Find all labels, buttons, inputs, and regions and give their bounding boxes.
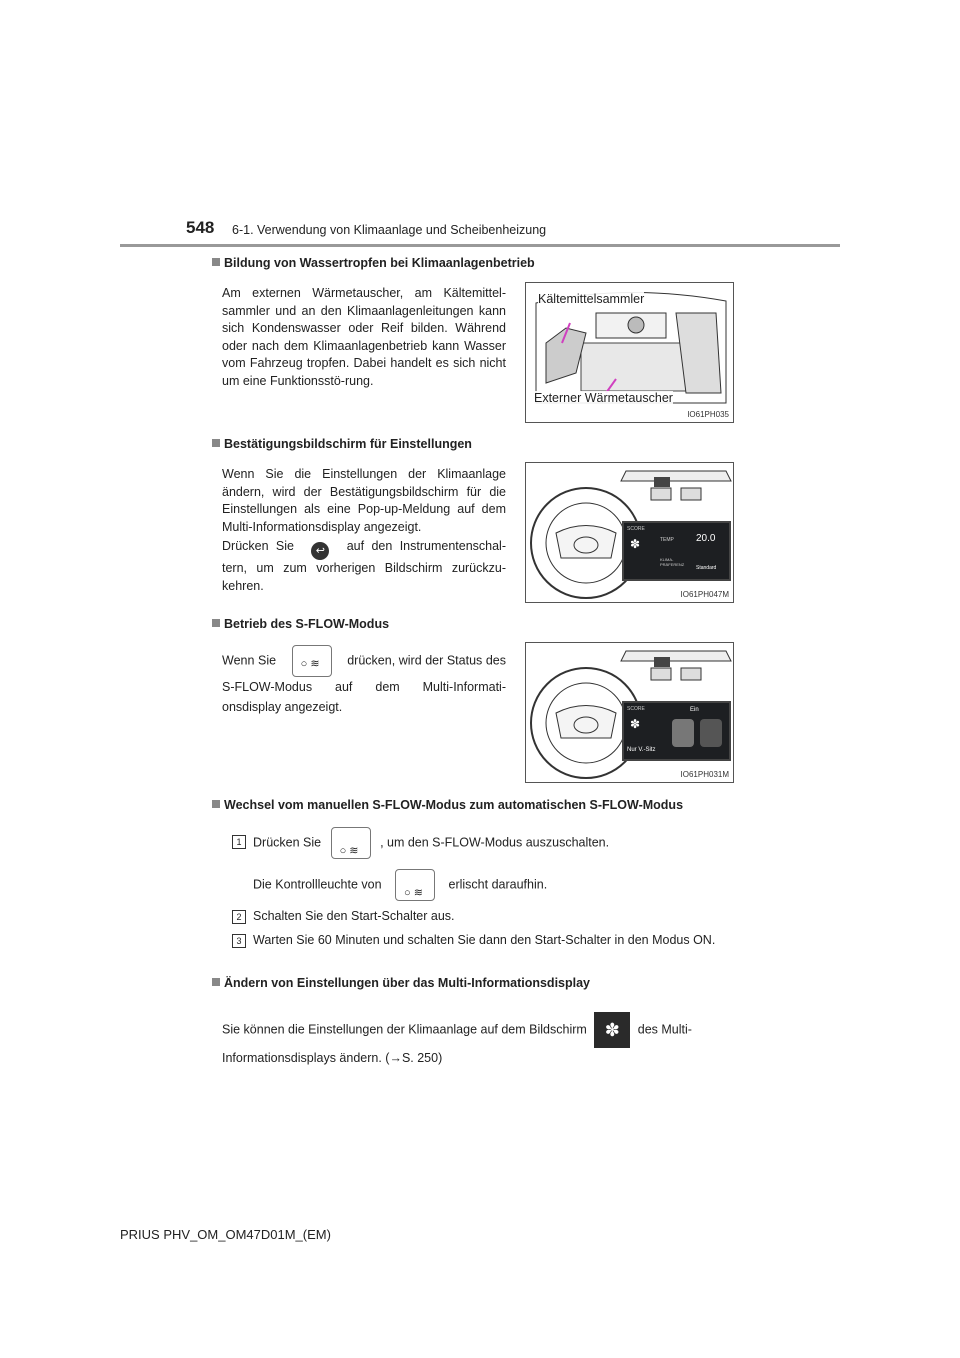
figure-code: IO61PH031M bbox=[680, 770, 729, 779]
section-text-sflow: Wenn Sie ○ ≋ drücken, wird der Status des S-FLOW-Modus auf dem Multi-Informati-onsdisplay angezeigt. bbox=[222, 645, 506, 717]
climate-screen-icon: ✽ bbox=[594, 1012, 630, 1048]
fan-icon: ✽ bbox=[630, 717, 641, 731]
section-text-multi-info: Sie können die Einstellungen der Klimaanlage auf dem Bildschirm ✽ des Multi- bbox=[222, 1012, 762, 1048]
header-rule bbox=[120, 244, 840, 247]
display-temp-label: TEMP bbox=[660, 537, 674, 543]
multi-info-display bbox=[622, 521, 731, 581]
step-1-subtext: Die Kontrollleuchte von ○ ≋ erlischt daraufhin. bbox=[253, 869, 753, 901]
callout-refrigerant-collector: Kältemittelsammler bbox=[538, 292, 645, 306]
display-state: Ein bbox=[690, 707, 699, 713]
display-pref-value: Standard bbox=[696, 565, 717, 571]
section-text-water: Am externen Wärmetauscher, am Kältemittel-sammler und an den Klimaanlagenleitungen kann sich Kondenswasser oder Reif bilden. Während oder nach dem Klimaanlagenbetrieb kann Wasser vom Fahrzeug tropfen. Dabei handelt es sich nicht um eine Funktionsstö-rung. bbox=[222, 286, 506, 388]
footer-doc-code: PRIUS PHV_OM_OM47D01M_(EM) bbox=[120, 1227, 331, 1242]
seat-icon bbox=[700, 719, 722, 747]
display-score-label: SCORE bbox=[627, 526, 645, 532]
seat-icon bbox=[672, 719, 694, 747]
section-heading-water: Bildung von Wassertropfen bei Klimaanlagenbetrieb bbox=[212, 256, 535, 270]
section-text-confirmation: Wenn Sie die Einstellungen der Klimaanlage ändern, wird der Bestätigungsbildschirm für die Einstellungen als eine Pop-up-Meldung auf dem Multi-Informationsdisplay angezeigt. bbox=[222, 467, 506, 534]
figure-dashboard-sflow bbox=[525, 642, 734, 783]
callout-external-heat-exchanger: Externer Wärmetauscher bbox=[534, 391, 673, 405]
sflow-indicator bbox=[395, 869, 435, 901]
step-3-text: Warten Sie 60 Minuten und schalten Sie dann den Start-Schalter in den Modus ON. bbox=[253, 933, 716, 947]
step-number: 3 bbox=[232, 934, 246, 948]
section-heading-switch-mode: Wechsel vom manuellen S-FLOW-Modus zum automatischen S-FLOW-Modus bbox=[212, 798, 683, 812]
display-pref-label: KLIMA-PRÄFERENZ bbox=[660, 557, 685, 567]
section-text-return: Drücken Sie ↩ auf den Instrumentenschal-tern, um zum vorherigen Bildschirm zurückzu-kehren. bbox=[222, 539, 506, 593]
figure-engine-bay bbox=[525, 282, 734, 423]
display-score-label: SCORE bbox=[627, 706, 645, 712]
sflow-icon: ○ ≋ bbox=[404, 887, 423, 899]
sflow-button bbox=[292, 645, 332, 677]
step-number: 1 bbox=[232, 835, 246, 849]
section-heading-multi-info: Ändern von Einstellungen über das Multi-Informationsdisplay bbox=[212, 976, 590, 990]
sflow-icon: ○ ≋ bbox=[339, 845, 359, 857]
step-number: 2 bbox=[232, 910, 246, 924]
sflow-icon: ○ ≋ bbox=[300, 658, 320, 670]
figure-code: IO61PH035 bbox=[687, 410, 729, 419]
display-mode: Nur V.-Sitz bbox=[627, 747, 656, 753]
page-number: 548 bbox=[186, 218, 215, 237]
chapter-title: 6-1. Verwendung von Klimaanlage und Scheibenheizung bbox=[232, 223, 547, 237]
figure-code: IO61PH047M bbox=[680, 590, 729, 599]
section-heading-sflow: Betrieb des S-FLOW-Modus bbox=[212, 617, 389, 631]
display-temp-value: 20.0 bbox=[696, 533, 716, 544]
section-text-multi-info-2: Informationsdisplays ändern. (→S. 250) bbox=[222, 1051, 443, 1065]
figure-dashboard-confirmation bbox=[525, 462, 734, 603]
multi-info-display bbox=[622, 701, 731, 761]
sflow-button bbox=[331, 827, 371, 859]
step-1-text: Drücken Sie ○ ≋ , um den S-FLOW-Modus auszuschalten. bbox=[253, 827, 753, 859]
fan-icon: ✽ bbox=[630, 537, 641, 551]
return-button-icon: ↩ bbox=[311, 542, 329, 560]
section-heading-confirmation: Bestätigungsbildschirm für Einstellungen bbox=[212, 437, 472, 451]
step-2-text: Schalten Sie den Start-Schalter aus. bbox=[253, 909, 455, 923]
